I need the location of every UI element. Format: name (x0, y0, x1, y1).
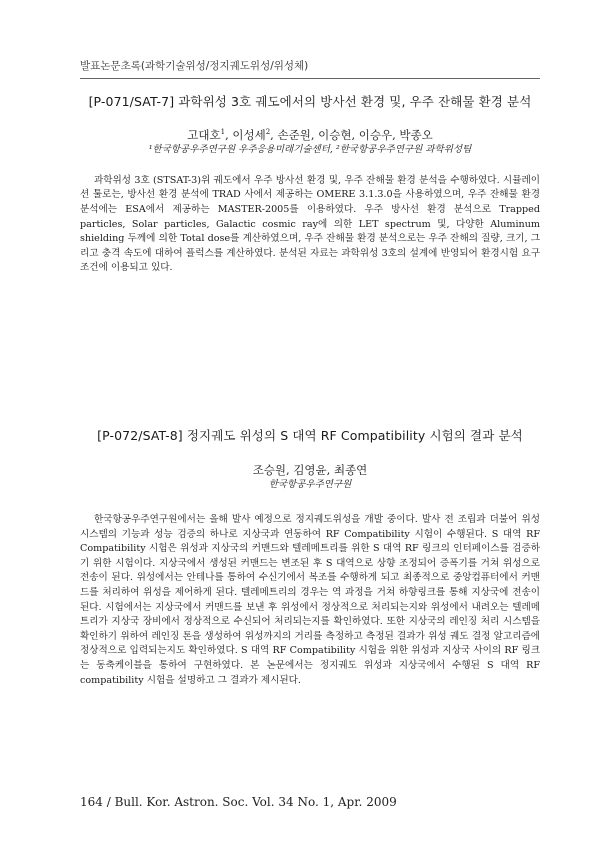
author: 손준원 (277, 127, 311, 142)
author: 고대호$^1$ (187, 127, 226, 142)
abstract-title: [P-072/SAT-8] 정지궤도 위성의 S 대역 RF Compatibility 시험의 결과 분석 (97, 428, 523, 443)
author-list: 고대호$^1$, 이성세$^2$, 손준원, 이승현, 이승우, 박종오 (187, 127, 433, 142)
author: 조승원 (252, 463, 287, 477)
page-footer: 164 / Bull. Kor. Astron. Soc. Vol. 34 No. 1, Apr. 2009 (80, 795, 397, 809)
author: 이승현 (318, 127, 352, 142)
affiliation: ¹한국항공우주연구원 우주응용미래기술센터, ²한국항공우주연구원 과학위성팀 (148, 143, 472, 155)
author: 이승우 (358, 127, 393, 142)
abstract-p071 (80, 92, 540, 276)
author: 이성세$^2$ (232, 127, 271, 142)
abstract-p072 (80, 426, 540, 688)
author: 박종오 (399, 127, 433, 142)
abstract-body: 한국항공우주연구원에서는 올해 발사 예정으로 정지궤도위성을 개발 중이다. 발사 전 조립과 더불어 위성 시스템의 기능과 성능 검증의 하나로 지상국과 연동하여 RF Compatibility 시험이 수행된다. S 대역 RF Compatibility 시험은 위성과 지상국의 커맨드와 텔레메트리를 위한 S 대역 RF 링크의 인터페이스를 검증하기 위한 시험이다. 지상국에서 생성된 커맨드는 변조된 후 S 대역으로 상향 조정되어 증폭기를 거쳐 위성으로 전송이 된다. 위성에서는 안테나를 통하여 수신기에서 복조를 수행하게 되고 최종적으로 중앙컴퓨터에서 커맨드를 처리하여 위성을 제어하게 된다. 텔레메트리의 경우는 역 과정을 거쳐 하향링크를 통해 지상국에 전송이 된다. 시험에서는 지상국에서 커맨드를 보낸 후 위성에서 정상적으로 처리되는지와 위성에서 내려오는 텔레메트리가 지상국 장비에서 정상적으로 수신되어 처리되는지를 확인하였다. 또한 지상국의 레인징 처리 시스템을 확인하기 위하여 레인징 톤을 생성하여 위성까지의 거리를 측정하고 측정된 결과가 위성 궤도 결정 알고리즘에 정상적으로 입력되는지도 확인하였다. S 대역 RF Compatibility 시험을 위한 위성과 지상국 사이의 RF 링크는 동축케이블을 통하여 구현하였다. 본 논문에서는 정지궤도 위성과 지상국에서 수행된 S 대역 RF compatibility 시험을 설명하고 그 결과가 제시된다. (80, 514, 540, 686)
affiliation: 한국항공우주연구원 (268, 479, 352, 490)
author-list: 조승원, 김영윤, 최종연 (252, 463, 368, 477)
abstract-title: [P-071/SAT-7] 과학위성 3호 궤도에서의 방사선 환경 및, 우주 잔해물 환경 분석 (88, 94, 532, 109)
running-header: 발표논문초록(과학기술위성/정지궤도위성/위성체) (80, 58, 540, 79)
author: 김영윤 (293, 463, 327, 477)
author: 최종연 (333, 463, 368, 477)
abstract-body: 과학위성 3호 (STSAT-3)위 궤도에서 우주 방사선 환경 및, 우주 잔해물 환경 분석을 수행하였다. 시뮬레이션 툴로는, 방사선 환경 분석에 TRAD 사에서 제공하는 OMERE 3.1.3.0을 사용하였으며, 우주 잔해물 환경 분석에는 ESA에서 제공하는 MASTER-2005를 이용하였다. 우주 방사선 환경 분석으로 Trapped particles, Solar particles, Galactic cosmic ray에 의한 LET spectrum 및, 다양한 Aluminum shielding 두께에 의한 Total dose를 계산하였으며, 우주 잔해물 환경 분석으로는 우주 잔해의 질량, 크기, 그리고 충격 속도에 대하여 플럭스를 계산하였다. 분석된 자료는 과학위성 3호의 설계에 반영되어 환경시험 요구조건에 이용되고 있다. (80, 174, 540, 274)
